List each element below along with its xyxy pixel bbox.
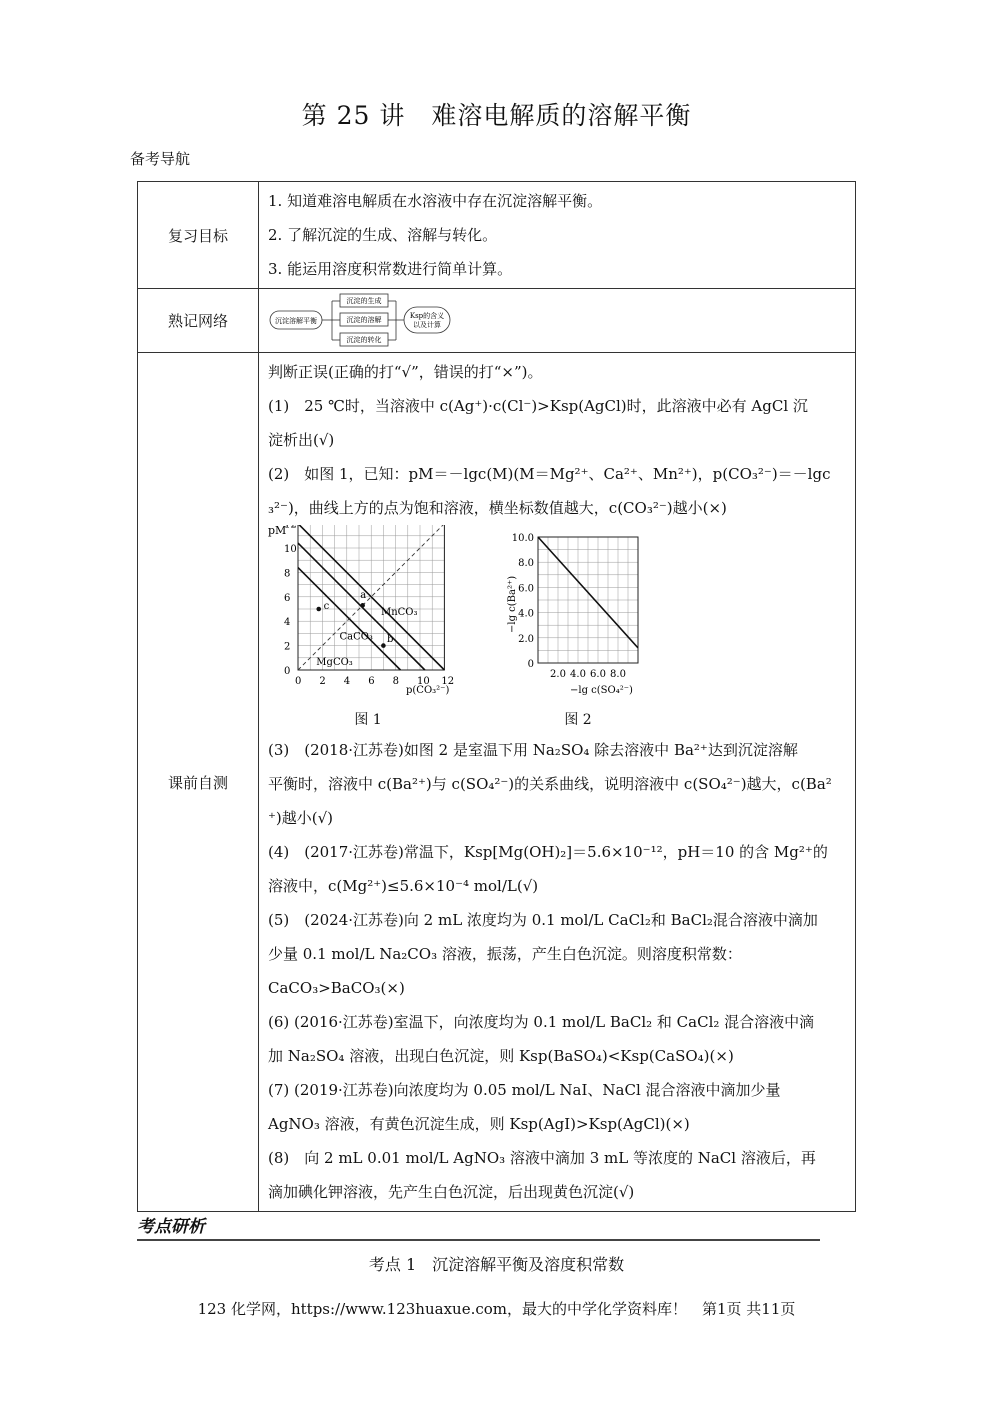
- fig2-ytick: 6.0: [518, 583, 534, 595]
- fig1-ylabel: pM: [268, 525, 287, 537]
- question-line: (1) 25 ℃时，当溶液中 c(Ag⁺)·c(Cl⁻)>Ksp(AgCl)时，此溶液中必有 AgCl 沉: [268, 397, 808, 415]
- instruction: 判断正误(正确的打“√”，错误的打“×”)。: [268, 363, 543, 381]
- fig2-xlabel: −lg c(SO₄²⁻): [570, 685, 633, 696]
- question-line: (7) (2019·江苏卷)向浓度均为 0.05 mol/L NaI、NaCl 混合溶液中滴加少量: [268, 1081, 781, 1099]
- question-line: 淀析出(√): [268, 431, 335, 449]
- question-line: (5) (2024·江苏卷)向 2 mL 浓度均为 0.1 mol/L CaCl₂和 BaCl₂混合溶液中滴加: [268, 911, 818, 929]
- guide-table: [137, 181, 856, 1212]
- goal-item: 1. 知道难溶电解质在水溶液中存在沉淀溶解平衡。: [268, 192, 603, 210]
- fig2-ytick: 8.0: [518, 558, 534, 570]
- goal-item: 2. 了解沉淀的生成、溶解与转化。: [268, 226, 498, 244]
- fig1-chart: [268, 525, 458, 697]
- fig1-ytick: 6: [284, 592, 291, 604]
- fig2-ytick: 10.0: [511, 533, 534, 544]
- fig1-xtick: 6: [368, 676, 375, 687]
- concept-network-diagram: [268, 293, 468, 349]
- figures-row: [268, 525, 846, 729]
- row-label-self-test: 课前自测: [138, 353, 259, 1212]
- row-label-network: 熟记网络: [138, 289, 259, 353]
- fig2-xtick: 6.0: [590, 669, 606, 680]
- fig2-ytick: 4.0: [518, 608, 534, 620]
- row-label-goals: 复习目标: [138, 182, 259, 289]
- fig1-ytick: 2: [284, 641, 291, 653]
- network-branch: 沉淀的生成: [346, 296, 382, 305]
- question-line: AgNO₃ 溶液，有黄色沉淀生成，则 Ksp(AgI)>Ksp(AgCl)(×): [268, 1115, 690, 1133]
- fig1-xtick: 0: [295, 676, 302, 687]
- question-line: (3) (2018·江苏卷)如图 2 是室温下用 Na₂SO₄ 除去溶液中 Ba²⁺达到沉淀溶解: [268, 741, 798, 759]
- fig1-point-a: [360, 603, 365, 608]
- fig1-xlabel: p(CO₃²⁻): [406, 685, 450, 696]
- question-line: ⁺)越小(√): [268, 809, 334, 827]
- fig1-series-label: MnCO₃: [380, 607, 418, 619]
- page-title: 第 25 讲 难溶电解质的溶解平衡: [301, 101, 692, 130]
- fig2-xtick: 4.0: [570, 669, 586, 680]
- goal-item: 3. 能运用溶度积常数进行简单计算。: [268, 260, 513, 278]
- fig1-point-c: [316, 607, 321, 612]
- fig1-point-label: c: [323, 601, 330, 612]
- section-label-guide: 备考导航: [130, 150, 191, 168]
- fig1-point-label: a: [360, 590, 367, 602]
- question-line: ₃²⁻)，曲线上方的点为饱和溶液，横坐标数值越大，c(CO₃²⁻)越小(×): [268, 499, 727, 517]
- question-line: (6) (2016·江苏卷)室温下，向浓度均为 0.1 mol/L BaCl₂ 和 CaCl₂ 混合溶液中滴: [268, 1013, 815, 1031]
- fig1-ytick: 4: [284, 617, 291, 629]
- question-line: (8) 向 2 mL 0.01 mol/L AgNO₃ 溶液中滴加 3 mL 等浓度的 NaCl 溶液后，再: [268, 1149, 816, 1167]
- question-line: CaCO₃>BaCO₃(×): [268, 979, 405, 997]
- fig1-xtick: 8: [392, 676, 399, 687]
- network-cell: [259, 289, 856, 353]
- question-line: (2) 如图 1，已知：pM＝－lgc(M)(M＝Mg²⁺、Ca²⁺、Mn²⁺)，p(CO₃²⁻)＝－lgc: [268, 465, 831, 483]
- fig1-caption: 图 1: [354, 712, 382, 728]
- network-right-1: Ksp的含义: [409, 311, 445, 320]
- fig1-ytick: 0: [284, 666, 291, 677]
- fig2-ytick: 0: [527, 659, 534, 670]
- network-center: 沉淀溶解平衡: [275, 316, 317, 325]
- question-line: (4) (2017·江苏卷)常温下，Ksp[Mg(OH)₂]＝5.6×10⁻¹²，pH＝10 的含 Mg²⁺的: [268, 843, 828, 861]
- fig2-ytick: 2.0: [518, 633, 534, 645]
- question-line: 溶液中，c(Mg²⁺)≤5.6×10⁻⁴ mol/L(√): [268, 877, 539, 895]
- fig1-series-label: MgCO₃: [316, 657, 353, 669]
- section-title: 考点 1 沉淀溶解平衡及溶度积常数: [368, 1255, 625, 1274]
- network-right-2: 以及计算: [413, 320, 441, 329]
- fig1-xtick: 12: [441, 676, 455, 687]
- page-footer: 123 化学网，https://www.123huaxue.com，最大的中学化学资料库！ 第1页 共11页: [197, 1300, 796, 1318]
- question-line: 加 Na₂SO₄ 溶液，出现白色沉淀，则 Ksp(BaSO₄)<Ksp(CaSO₄)(×): [268, 1047, 734, 1065]
- goals-cell: [259, 182, 856, 289]
- fig1-ytick: 12: [284, 525, 297, 531]
- question-line: 平衡时，溶液中 c(Ba²⁺)与 c(SO₄²⁻)的关系曲线，说明溶液中 c(SO₄²⁻)越大，c(Ba²: [268, 775, 832, 793]
- figure-1: [268, 525, 468, 729]
- fig2-chart: [488, 525, 668, 697]
- fig2-xtick: 2.0: [550, 669, 566, 680]
- fig2-caption: 图 2: [564, 712, 592, 728]
- network-branch: 沉淀的转化: [346, 335, 382, 344]
- fig1-ytick: 10: [284, 544, 297, 555]
- fig2-xtick: 8.0: [610, 669, 626, 680]
- fig1-ytick: 8: [284, 568, 291, 580]
- fig1-point-b: [381, 643, 386, 648]
- question-line: 少量 0.1 mol/L Na₂CO₃ 溶液，振荡，产生白色沉淀。则溶度积常数：: [268, 945, 742, 963]
- network-branch: 沉淀的溶解: [346, 315, 382, 324]
- fig2-ylabel: −lg c(Ba²⁺): [507, 575, 518, 633]
- fig1-point-label: b: [387, 633, 394, 645]
- figure-2: [488, 525, 668, 729]
- question-line: 滴加碘化钾溶液，先产生白色沉淀，后出现黄色沉淀(√): [268, 1183, 635, 1201]
- fig1-xtick: 2: [319, 676, 326, 687]
- self-test-cell: [259, 353, 856, 1212]
- section-heading-bar: 考点研析: [137, 1212, 820, 1241]
- fig1-xtick: 4: [343, 676, 351, 687]
- fig1-series-label: CaCO₃: [339, 631, 373, 643]
- fig1-xtick: 10: [417, 676, 430, 687]
